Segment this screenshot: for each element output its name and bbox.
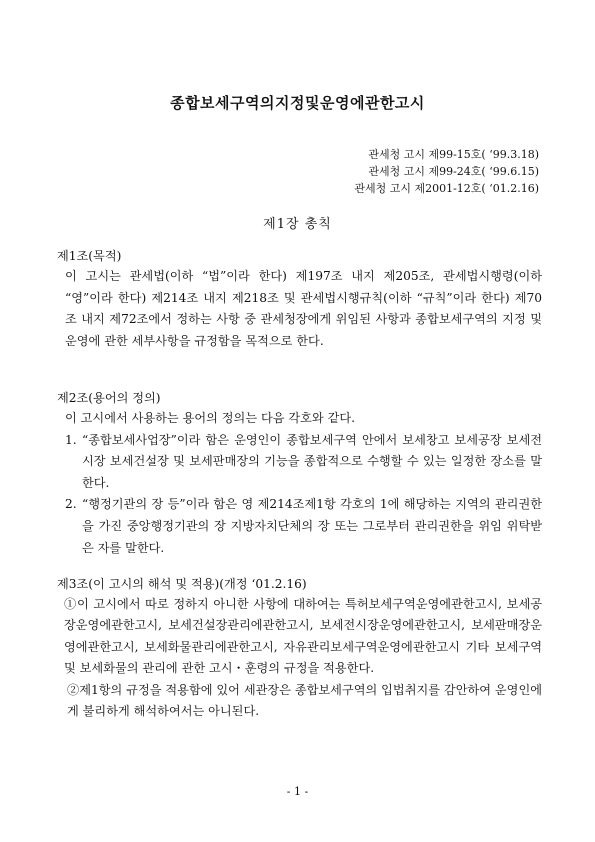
article-heading: 제2조(용어의 정의) [57,391,161,405]
item-number: 2. [65,497,77,512]
notice-line: 관세청 고시 제99-15호( ‘99.3.18) [368,148,539,161]
document-title: 종합보세구역의지정및운영에관한고시 [170,94,425,112]
clause-item: ①이 고시에서 따로 정하지 아니한 사항에 대하여는 특허보세구역운영에관한고시, 보세공장운영에관한고시, 보세건설장관리에관한고시, 보세전시장운영에관한고시, 보세판매장운영에관한고시, 보세화물관리에관한고시, 자유관리보세구역운영에관한고시 기타 보세구역 및 보세화물의 관리에 관한 고시・훈령의 규정을 적용한다. [64,597,542,676]
list-item [57,430,542,495]
article-heading: 제3조(이 고시의 해석 및 적용)(개정 ‘01.2.16) [57,577,307,591]
notice-line: 관세청 고시 제99-24호( ‘99.6.15) [368,165,539,178]
notice-line: 관세청 고시 제2001-12호( ‘01.2.16) [354,182,539,195]
article-2 [57,388,542,559]
item-text: “행정기관의 장 등”이라 함은 영 제214조제1항 각호의 1에 해당하는 지역의 관리권한을 가진 중앙행정기관의 장 지방자치단체의 장 또는 그로부터 관리권한을 위임 위탁받은 자를 말한다. [82,497,542,555]
item-number: 1. [65,432,77,447]
article-3 [57,574,542,722]
page-number: - 1 - [286,785,309,798]
chapter-heading: 제1장 총칙 [263,217,332,232]
item-text: “종합보세사업장”이라 함은 운영인이 종합보세구역 안에서 보세창고 보세공장 보세전시장 보세건설장 및 보세판매장의 기능을 종합적으로 수행할 수 있는 일정한 장소를 말한다. [82,432,542,490]
article-paragraph: 이 고시에서 사용하는 용어의 정의는 다음 각호와 같다. [65,411,356,425]
list-item [57,494,542,559]
article-1 [57,246,542,352]
article-heading: 제1조(목적) [57,249,122,263]
article-paragraph: 이 고시는 관세법(이하 “법”이라 한다) 제197조 내지 제205조, 관세법시행령(이하 “영”이라 한다) 제214조 내지 제218조 및 관세법시행규칙(이하 “규칙”이라 한다) 제70조 내지 제72조에서 정하는 사항 중 관세청장에게 위임된 사항과 종합보세구역의 지정 및 운영에 관한 세부사항을 규정함을 목적으로 한다. [65,269,542,348]
clause-item: ②제1항의 규정을 적용함에 있어 세관장은 종합보세구역의 입법취지를 감안하여 운영인에게 불리하게 해석하여서는 아니된다. [67,682,542,719]
notice-list [354,146,539,197]
